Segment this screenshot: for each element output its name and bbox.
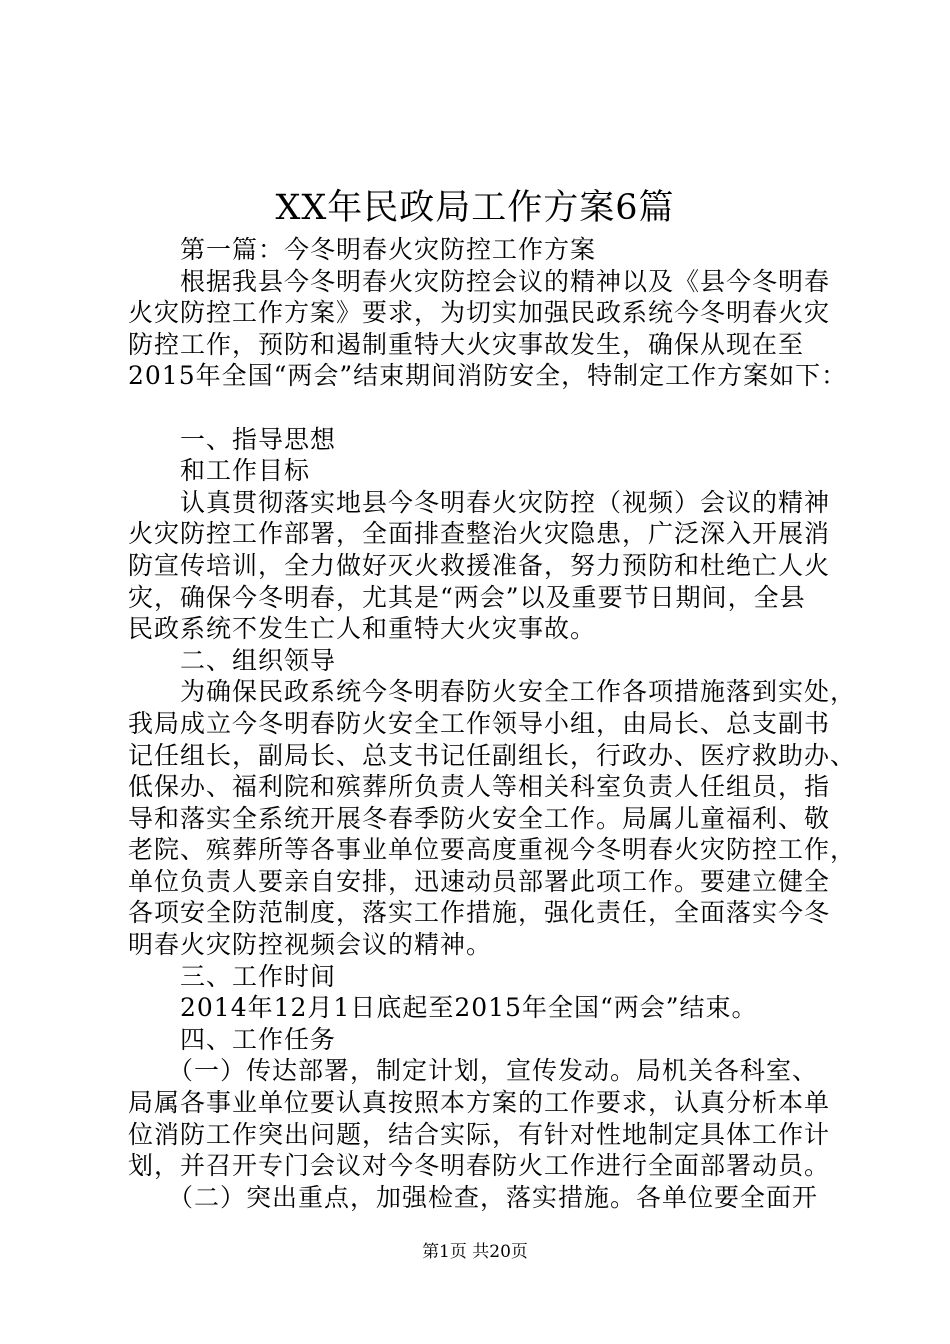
paragraph-line: 单位负责人要亲自安排，迅速动员部署此项工作。要建立健全: [128, 866, 831, 896]
paragraph-line: 防控工作，预防和遏制重特大火灾事故发生，确保从现在至: [128, 329, 805, 359]
paragraph-line: 民政系统不发生亡人和重特大火灾事故。: [128, 614, 597, 644]
section-heading: 四、工作任务: [180, 1024, 337, 1054]
paragraph-line: 2014年12月1日底起至2015年全国“两会”结束。: [180, 993, 758, 1023]
paragraph-line: 低保办、福利院和殡葬所负责人等相关科室负责人任组员，指: [128, 772, 831, 802]
blank-line: [128, 392, 828, 424]
paragraph-line: 根据我县今冬明春火灾防控会议的精神以及《县今冬明春: [180, 266, 831, 296]
section-heading: 一、指导思想: [180, 424, 337, 454]
paragraph-line: 老院、殡葬所等各事业单位要高度重视今冬明春火灾防控工作，: [128, 835, 857, 865]
paragraph-line: 火灾防控工作部署，全面排查整治火灾隐患，广泛深入开展消: [128, 519, 831, 549]
section-heading: 第一篇：今冬明春火灾防控工作方案: [180, 235, 597, 264]
section-heading: 二、组织领导: [180, 645, 337, 675]
paragraph-line: 我局成立今冬明春防火安全工作领导小组，由局长、总支副书: [128, 708, 831, 738]
paragraph-line: （一）传达部署，制定计划，宣传发动。局机关各科室、: [168, 1056, 819, 1086]
paragraph-line: 位消防工作突出问题，结合实际，有针对性地制定具体工作计: [128, 1119, 831, 1149]
paragraph-line: 灾，确保今冬明春，尤其是“两会”以及重要节日期间，全县: [128, 582, 806, 612]
paragraph-line: （二）突出重点，加强检查，落实措施。各单位要全面开: [168, 1182, 819, 1212]
paragraph-line: 为确保民政系统今冬明春防火安全工作各项措施落到实处，: [180, 677, 857, 707]
paragraph-line: 导和落实全系统开展冬春季防火安全工作。局属儿童福利、敬: [128, 803, 831, 833]
page-number-footer: 第1页 共20页: [422, 1242, 528, 1262]
document-title: XX年民政局工作方案6篇: [275, 188, 675, 228]
paragraph-line: 各项安全防范制度，落实工作措施，强化责任，全面落实今冬: [128, 898, 831, 928]
paragraph-line: 局属各事业单位要认真按照本方案的工作要求，认真分析本单: [128, 1088, 831, 1118]
paragraph-line: 认真贯彻落实地县今冬明春火灾防控（视频）会议的精神: [180, 487, 831, 517]
paragraph-line: 记任组长，副局长、总支书记任副组长，行政办、医疗救助办、: [128, 740, 857, 770]
paragraph-line: 2015年全国“两会”结束期间消防安全，特制定工作方案如下：: [128, 361, 848, 391]
section-heading: 三、工作时间: [180, 961, 337, 991]
paragraph-line: 划，并召开专门会议对今冬明春防火工作进行全面部署动员。: [128, 1151, 831, 1181]
document-body: [128, 234, 857, 1213]
paragraph-line: 防宣传培训，全力做好灭火救援准备，努力预防和杜绝亡人火: [128, 550, 831, 580]
section-heading: 和工作目标: [180, 456, 311, 486]
paragraph-line: 火灾防控工作方案》要求，为切实加强民政系统今冬明春火灾: [128, 298, 831, 328]
paragraph-line: 明春火灾防控视频会议的精神。: [128, 930, 493, 960]
